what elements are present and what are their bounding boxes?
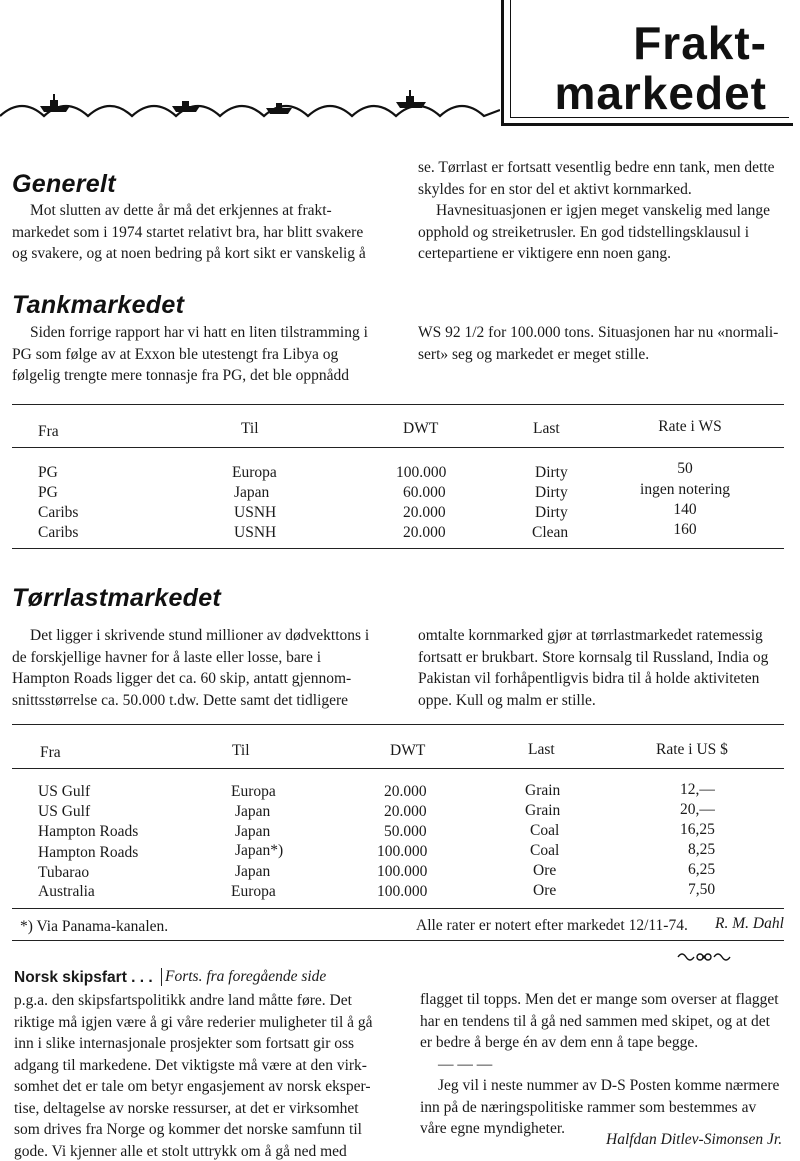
text-line: omtalte kornmarked gjør at tørrlastmarkedet ratemessig — [418, 627, 763, 644]
text-line: Pakistan vil forhåpentligvis bidra til å holde aktiviteten — [418, 670, 760, 687]
table-cell: 12,— — [680, 781, 715, 798]
table-rule-top — [12, 724, 784, 725]
table-cell: 20.000 — [384, 783, 427, 800]
table-cell: Japan — [235, 803, 271, 820]
text-line: PG som følge av at Exxon ble utestengt fra Libya og — [12, 345, 339, 363]
rates-note: Alle rater er notert efter markedet 12/11-74. — [416, 917, 688, 934]
text-line: Havnesituasjonen er igjen meget vanskelig med lange — [436, 202, 771, 219]
table-cell: Europa — [232, 464, 277, 481]
table-header-dwt: DWT — [403, 420, 439, 437]
table-cell: Europa — [231, 883, 276, 900]
table-header-til: Til — [232, 742, 250, 759]
table-cell: Clean — [532, 524, 569, 541]
table-cell: US Gulf — [38, 803, 91, 820]
table-cell: 20.000 — [403, 524, 446, 541]
text-line: våre egne myndigheter. — [420, 1120, 566, 1137]
table-cell: PG — [38, 484, 58, 501]
text-line: gode. Vi kjenner alle et stolt uttrykk om å gå ned med — [14, 1142, 347, 1160]
table-cell: Grain — [525, 802, 561, 819]
text-line: de forskjellige havner for å laste eller losse, bare i — [12, 648, 322, 666]
tank-left-text — [12, 322, 392, 387]
table-cell: Dirty — [535, 464, 568, 481]
text-line: sert» seg og markedet er meget stille. — [418, 345, 650, 363]
table-cell: 100.000 — [377, 843, 428, 860]
generelt-right-text — [418, 157, 793, 265]
table-cell: 6,25 — [688, 861, 716, 878]
text-line: certepartiene er viktigere enn noen gang. — [418, 245, 672, 262]
table-cell: 20.000 — [403, 504, 446, 521]
table-cell: Grain — [525, 782, 561, 799]
text-line: opphold og streiketrusler. En god tidstellingsklausul i — [418, 223, 750, 241]
text-line: fortsatt er brukbart. Store kornsalg til Russland, India og — [418, 648, 769, 666]
table-cell: 160 — [673, 521, 697, 538]
table-cell: Japan — [235, 823, 271, 840]
table-cell: PG — [38, 464, 58, 481]
table-cell: Caribs — [38, 524, 79, 541]
text-line: riktige må igjen være å gi våre rederier muligheter til å gå — [14, 1013, 373, 1031]
text-line: skyldes for en stor del et aktivt kornmarked. — [418, 180, 692, 198]
text-line: og svakere, og at noen bedring på kort sikt er vanskelig å — [12, 245, 366, 262]
table-cell: 16,25 — [680, 821, 715, 838]
page-title-line1: Frakt- — [633, 17, 767, 69]
table-header-rate: Rate i WS — [658, 418, 722, 435]
table-cell: 50.000 — [384, 823, 427, 840]
table-cell: Ore — [533, 862, 557, 879]
text-line: Det ligger i skrivende stund millioner av dødvekttons i — [30, 627, 370, 644]
section-heading-torr: Tørrlastmarkedet — [12, 584, 222, 612]
section-heading-generelt: Generelt — [12, 170, 116, 198]
section-heading-tank: Tankmarkedet — [12, 291, 185, 319]
author-signature: R. M. Dahl — [715, 915, 784, 932]
table-cell: Japan — [234, 484, 270, 501]
table-cell: Europa — [231, 783, 276, 800]
text-line: oppe. Kull og malm er stille. — [418, 691, 596, 709]
text-line: som drives fra Norge og kommer det norske samfunn til — [14, 1121, 362, 1138]
table-cell: 20.000 — [384, 803, 427, 820]
table-header-fra: Fra — [40, 744, 61, 761]
table-cell: Coal — [530, 822, 560, 839]
generelt-left-text — [12, 200, 392, 265]
table-cell: 60.000 — [403, 484, 446, 501]
table-cell: Dirty — [535, 504, 568, 521]
table-rule-top — [12, 404, 784, 405]
text-line: inn på de næringspolitiske rammer som bestemmes av — [420, 1098, 757, 1116]
author-signature: Halfdan Ditlev-Simonsen Jr. — [606, 1131, 783, 1148]
text-line: snittsstørrelse ca. 50.000 t.dw. Dette samt det tidligere — [12, 691, 349, 709]
table-cell: Australia — [38, 883, 95, 900]
text-line: flagget til topps. Men det er mange som overser at flagget — [420, 991, 779, 1008]
table-header-last: Last — [528, 741, 555, 758]
table-cell: USNH — [234, 524, 277, 541]
text-line: markedet som i 1974 startet relativt bra, har blitt svakere — [12, 223, 364, 241]
waves-with-ships-illustration — [0, 88, 500, 128]
text-line: Siden forrige rapport har vi hatt en liten tilstramming i — [30, 324, 368, 341]
table-header-til: Til — [241, 420, 259, 437]
table-cell: Ore — [533, 882, 557, 899]
table-cell: Caribs — [38, 504, 79, 521]
header-title-box — [501, 0, 793, 126]
text-line: Hampton Roads ligger det ca. 60 skip, antatt gjennom- — [12, 670, 352, 687]
table-cell: 100.000 — [396, 464, 447, 481]
table-cell: USNH — [234, 504, 277, 521]
text-line: p.g.a. den skipsfartspolitikk andre land måtte føre. Det — [14, 992, 352, 1009]
text-line: følgelig trengte mere tonnasje fra PG, det ble oppnådd — [12, 367, 350, 384]
text-line: inn i slike internasjonale prosjekter som fortsatt gir oss — [14, 1035, 355, 1052]
text-line: adgang til markedene. Det viktigste må være at den virk- — [14, 1056, 367, 1074]
table-cell: 8,25 — [688, 841, 716, 858]
text-line: se. Tørrlast er fortsatt vesentlig bedre enn tank, men dette — [418, 159, 775, 176]
table-rule-header — [12, 768, 784, 769]
continued-note: Forts. fra foregående side — [161, 968, 326, 986]
table-header-fra: Fra — [38, 423, 59, 440]
text-line: WS 92 1/2 for 100.000 tons. Situasjonen har nu «normali- — [418, 324, 779, 341]
table-rule-bottom — [12, 548, 784, 549]
section-rule — [12, 940, 784, 941]
table-header-last: Last — [533, 420, 560, 437]
table-cell: 100.000 — [377, 883, 428, 900]
text-line: Jeg vil i neste nummer av D-S Posten komme nærmere — [438, 1077, 780, 1094]
table-cell: 7,50 — [688, 881, 716, 898]
table-cell: 140 — [673, 501, 697, 518]
table-header-dwt: DWT — [390, 742, 426, 759]
tank-right-text — [418, 322, 793, 365]
table-rule-bottom — [12, 908, 784, 909]
table-cell: Japan — [235, 863, 271, 880]
text-line: Mot slutten av dette år må det erkjennes at frakt- — [30, 202, 332, 219]
table-cell: US Gulf — [38, 783, 91, 800]
table-cell: Japan*) — [235, 842, 284, 859]
torr-right-text — [418, 625, 793, 711]
table-cell: ingen notering — [640, 481, 730, 498]
norsk-left-text — [14, 990, 392, 1161]
text-line: har en tendens til å gå ned sammen med skipet, og at det — [420, 1012, 770, 1030]
table-cell: Hampton Roads — [38, 844, 139, 861]
table-cell: 50 — [677, 460, 693, 477]
table-cell: Hampton Roads — [38, 823, 139, 840]
table-cell: Coal — [530, 842, 560, 859]
separator-dashes: — — — — [438, 1055, 493, 1073]
table-header-rate: Rate i US $ — [656, 741, 728, 758]
text-line: er bedre å berge én av dem enn å tape begge. — [420, 1034, 699, 1051]
table-cell: Dirty — [535, 484, 568, 501]
torr-left-text — [12, 625, 392, 711]
table-rule-header — [12, 447, 784, 448]
norsk-right-text — [420, 989, 795, 1140]
section-heading-norsk: Norsk skipsfart . . . — [14, 969, 153, 986]
decorative-ornament — [676, 951, 732, 963]
footnote: *) Via Panama-kanalen. — [20, 918, 169, 935]
page-title-line2: markedet — [554, 67, 767, 119]
table-cell: Tubarao — [38, 864, 90, 881]
table-cell: 100.000 — [377, 863, 428, 880]
text-line: tise, deltagelse av norske ressurser, at det er virksomhet — [14, 1099, 359, 1117]
text-line: somhet det er tale om betyr engasjement av norsk eksper- — [14, 1078, 371, 1095]
table-cell: 20,— — [680, 801, 715, 818]
